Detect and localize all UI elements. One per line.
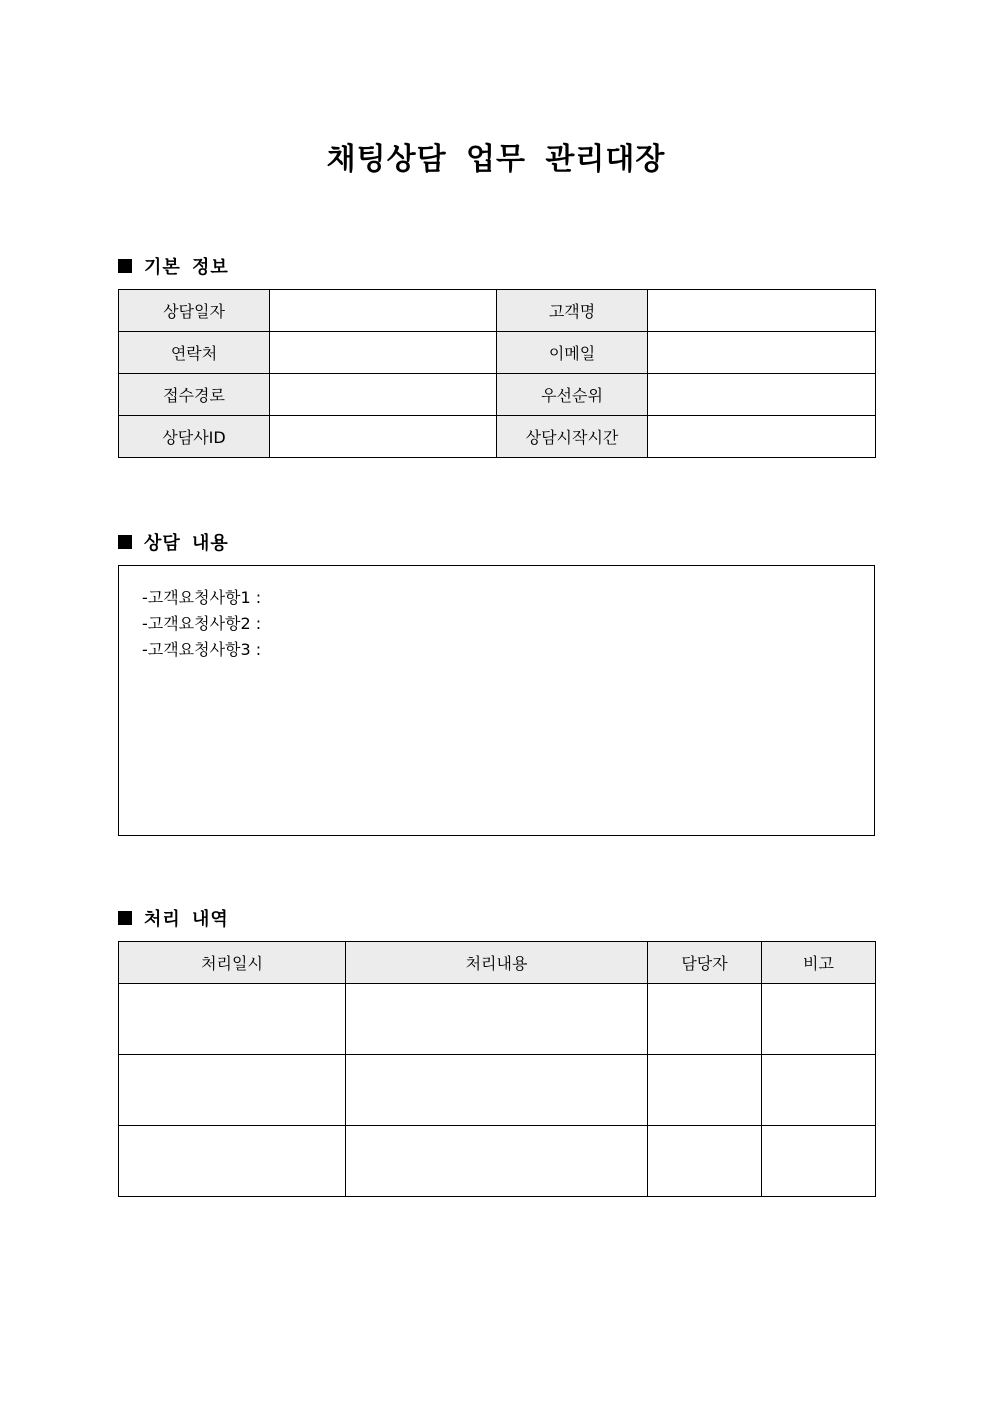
column-header-details: 처리내용 <box>346 942 648 984</box>
customer-name-field[interactable] <box>648 290 876 332</box>
request-line-3: -고객요청사항3 : <box>142 640 262 659</box>
remarks-cell[interactable] <box>762 1055 876 1126</box>
intake-channel-field[interactable] <box>270 374 497 416</box>
request-line-1: -고객요청사항1 : <box>142 588 262 607</box>
page-title: 채팅상담 업무 관리대장 <box>326 142 666 177</box>
email-field[interactable] <box>648 332 876 374</box>
square-bullet-icon <box>118 535 132 549</box>
consult-date-field[interactable] <box>270 290 497 332</box>
start-time-label: 상담시작시간 <box>497 416 648 458</box>
consult-date-label: 상담일자 <box>119 290 270 332</box>
assignee-cell[interactable] <box>648 984 762 1055</box>
processing-heading <box>118 905 229 931</box>
square-bullet-icon <box>118 911 132 925</box>
details-cell[interactable] <box>346 984 648 1055</box>
agent-id-field[interactable] <box>270 416 497 458</box>
table-row <box>119 984 876 1055</box>
contact-label: 연락처 <box>119 332 270 374</box>
contact-field[interactable] <box>270 332 497 374</box>
start-time-field[interactable] <box>648 416 876 458</box>
agent-id-label: 상담사ID <box>119 416 270 458</box>
table-row <box>119 332 876 374</box>
datetime-cell[interactable] <box>119 1055 346 1126</box>
remarks-cell[interactable] <box>762 984 876 1055</box>
request-line-2: -고객요청사항2 : <box>142 614 262 633</box>
consultation-heading <box>118 529 229 555</box>
table-row <box>119 416 876 458</box>
column-header-assignee: 담당자 <box>648 942 762 984</box>
remarks-cell[interactable] <box>762 1126 876 1197</box>
table-row <box>119 374 876 416</box>
customer-name-label: 고객명 <box>497 290 648 332</box>
consultation-content-box[interactable] <box>118 565 875 836</box>
assignee-cell[interactable] <box>648 1055 762 1126</box>
processing-heading-text: 처리 내역 <box>144 909 229 930</box>
intake-channel-label: 접수경로 <box>119 374 270 416</box>
basic-info-heading-text: 기본 정보 <box>144 257 229 278</box>
details-cell[interactable] <box>346 1055 648 1126</box>
table-row <box>119 1055 876 1126</box>
column-header-datetime: 처리일시 <box>119 942 346 984</box>
email-label: 이메일 <box>497 332 648 374</box>
priority-field[interactable] <box>648 374 876 416</box>
square-bullet-icon <box>118 259 132 273</box>
basic-info-heading <box>118 253 229 279</box>
details-cell[interactable] <box>346 1126 648 1197</box>
datetime-cell[interactable] <box>119 984 346 1055</box>
processing-table <box>118 941 876 1197</box>
consultation-heading-text: 상담 내용 <box>144 533 229 554</box>
table-row <box>119 1126 876 1197</box>
table-row <box>119 290 876 332</box>
basic-info-table <box>118 289 876 458</box>
priority-label: 우선순위 <box>497 374 648 416</box>
column-header-remarks: 비고 <box>762 942 876 984</box>
datetime-cell[interactable] <box>119 1126 346 1197</box>
assignee-cell[interactable] <box>648 1126 762 1197</box>
table-header-row <box>119 942 876 984</box>
